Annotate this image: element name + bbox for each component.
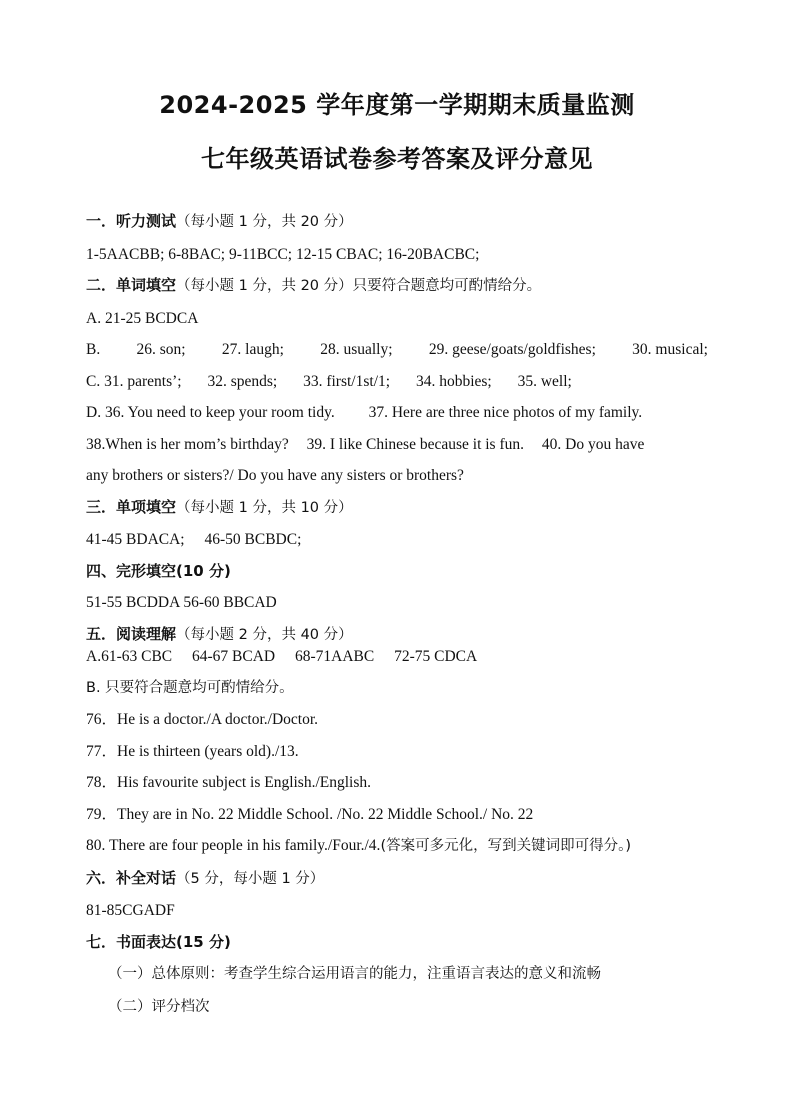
answers-61-63: A.61-63 CBC: [86, 647, 173, 665]
answers-46-50: 46-50 BCBDC;: [204, 531, 302, 548]
section-2-part-d-line-3: any brothers or sisters?/ Do you have any sisters or brothers?: [86, 467, 464, 484]
section-2-heading: [86, 270, 708, 303]
answers-64-67: 64-67 BCAD: [192, 647, 276, 665]
section-7-principle: [86, 958, 708, 991]
section-4-answers: 51-55 BCDDA 56-60 BBCAD: [86, 594, 277, 611]
answers-41-45: 41-45 BDACA;: [86, 531, 185, 548]
answer-76: 76．He is a doctor./A doctor./Doctor.: [86, 711, 319, 728]
section-5-label: 五．阅读理解: [86, 624, 177, 643]
section-7-grading-levels: [86, 991, 708, 1024]
principle-text: （一）总体原则：考查学生综合运用语言的能力，注重语言表达的意义和流畅: [108, 966, 601, 982]
section-4-heading: [86, 556, 708, 588]
section-5-part-b: [86, 672, 708, 705]
section-3-heading: [86, 492, 708, 525]
answer-36: D. 36. You need to keep your room tidy.: [86, 404, 335, 421]
answer-35: 35. well;: [517, 372, 572, 390]
section-1-heading: [86, 206, 708, 239]
section-5-heading: [86, 623, 708, 646]
section-5-part-a: [86, 646, 708, 668]
answer-39: 39. I like Chinese because it is fun.: [306, 435, 525, 453]
answer-34: 34. hobbies;: [415, 372, 492, 390]
section-3-note: （每小题 1 分，共 10 分）: [176, 499, 353, 516]
answer-28: 28. usually;: [320, 341, 393, 358]
answer-38: 38.When is her mom’s birthday?: [86, 435, 289, 453]
section-3-label: 三．单项填空: [86, 497, 177, 516]
section-6-label: 六．补全对话: [86, 868, 177, 887]
answer-80: [86, 830, 708, 863]
answer-26: 26. son;: [136, 341, 186, 358]
section-6-note: （5 分，每小题 1 分）: [176, 870, 325, 887]
answer-27: 27. laugh;: [221, 341, 284, 358]
page-title-line-1: 2024-2025 学年度第一学期期末质量监测: [159, 91, 635, 119]
section-1-answers: 1-5AACBB; 6-8BAC; 9-11BCC; 12-15 CBAC; 16-20BACBC;: [86, 245, 480, 263]
answer-79: 79．They are in No. 22 Middle School. /No. 22 Middle School./ No. 22: [86, 805, 534, 823]
answer-30: 30. musical;: [632, 341, 708, 358]
grading-levels-text: （二）评分档次: [108, 998, 210, 1015]
answer-77: 77．He is thirteen (years old)./13.: [86, 742, 299, 760]
section-6-heading: [86, 863, 708, 896]
section-2-part-d-line-1: [86, 397, 708, 429]
answer-80-note: (答案可多元化，写到关键词即可得分。): [380, 838, 631, 854]
section-3-answers: [86, 524, 708, 556]
answer-31: C. 31. parents’;: [86, 372, 182, 390]
answer-29: 29. geese/goats/goldfishes;: [428, 341, 596, 358]
answer-40: 40. Do you have: [541, 435, 645, 453]
answer-32: 32. spends;: [207, 372, 278, 390]
answer-37: 37. Here are three nice photos of my family.: [368, 404, 643, 421]
section-2-part-b: [86, 334, 708, 366]
part-b-label: B.: [86, 341, 101, 358]
section-7-heading: [86, 927, 708, 959]
section-7-label: 七．书面表达(15 分): [86, 932, 231, 951]
section-4-label: 四、完形填空(10 分): [86, 561, 231, 580]
answer-33: 33. first/1st/1;: [303, 372, 391, 390]
section-2-label: 二．单词填空: [86, 276, 177, 294]
section-1-note: （每小题 1 分，共 20 分）: [176, 214, 353, 230]
answer-78: 78．His favourite subject is English./English.: [86, 774, 372, 791]
section-1-label: 一．听力测试: [86, 212, 177, 230]
section-5-note: （每小题 2 分，共 40 分）: [176, 626, 353, 643]
section-2-part-d-line-2: [86, 429, 708, 461]
section-2-part-a: A. 21-25 BCDCA: [86, 309, 199, 327]
section-2-note: （每小题 1 分，共 20 分）只要符合题意均可酌情给分。: [176, 278, 542, 294]
page-title-line-2: 七年级英语试卷参考答案及评分意见: [201, 145, 593, 173]
answer-80-text: 80. There are four people in his family./Four./4.: [86, 837, 381, 854]
answers-72-75: 72-75 CDCA: [394, 647, 478, 665]
section-2-part-c: [86, 366, 708, 398]
answers-68-71: 68-71AABC: [294, 647, 375, 665]
part-b-instruction: B. 只要符合题意均可酌情给分。: [86, 679, 294, 696]
section-6-answers: 81-85CGADF: [86, 902, 175, 919]
